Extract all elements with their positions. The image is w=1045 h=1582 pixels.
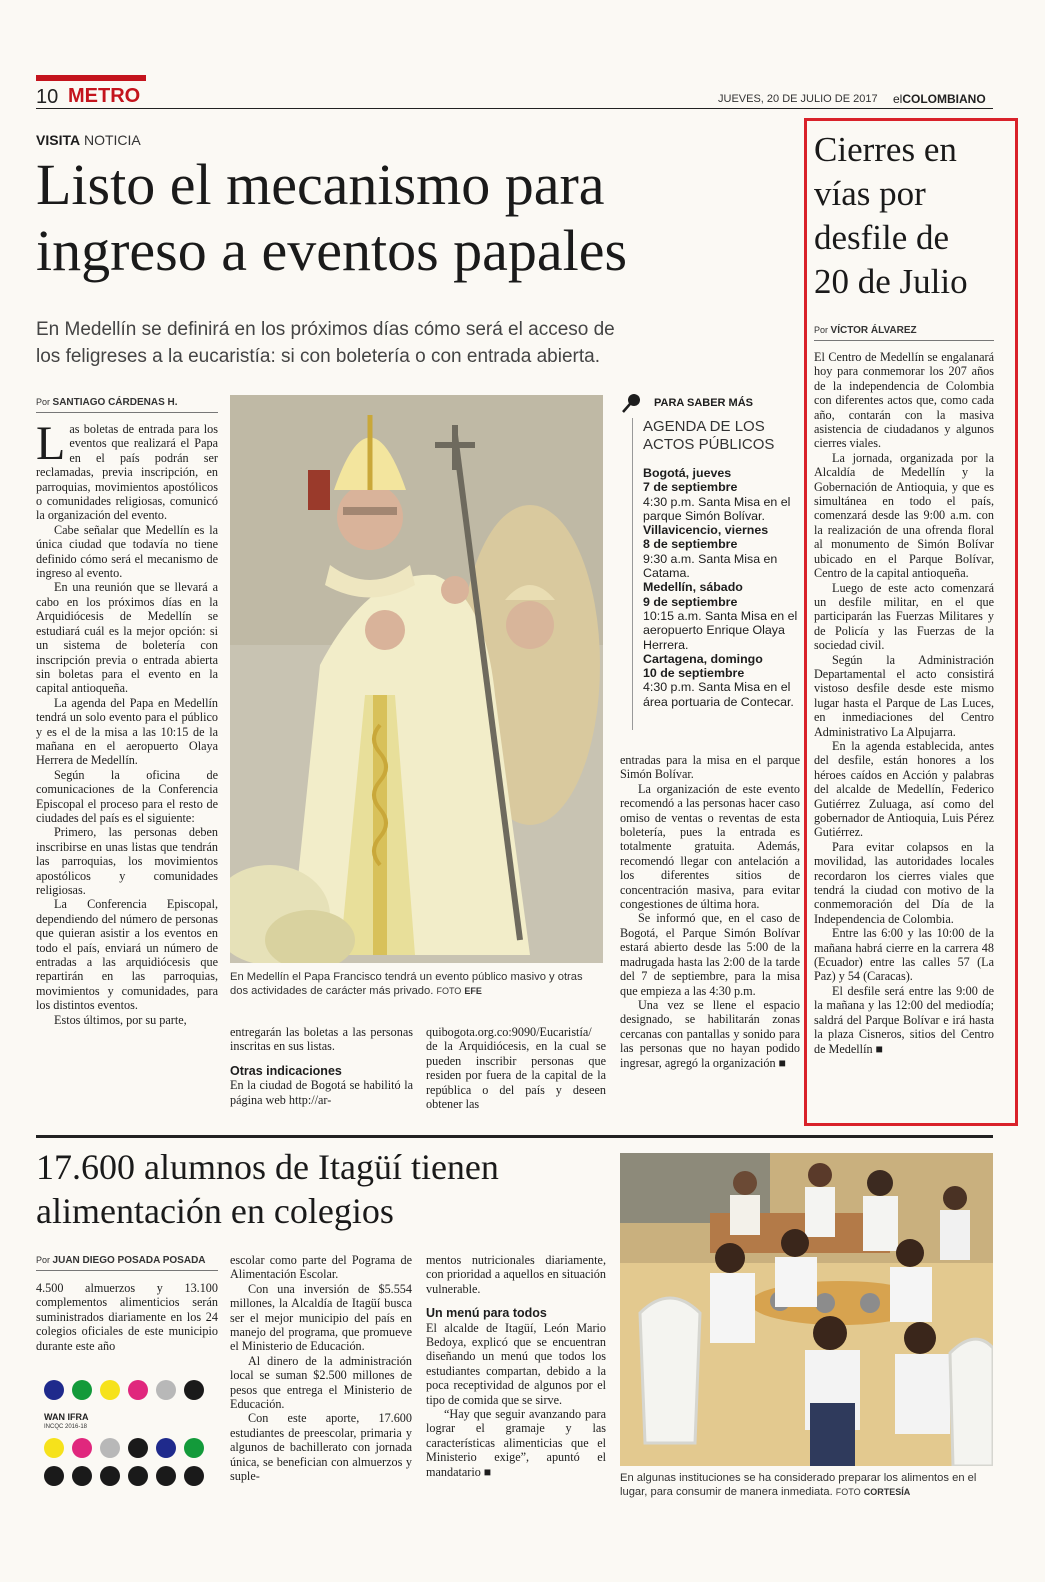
school-illustration bbox=[620, 1153, 993, 1466]
headline-line-1: Listo el mecanismo para bbox=[36, 152, 605, 217]
main-col-1 bbox=[36, 417, 218, 1027]
col1-paragraph: La agenda del Papa en Medellín tendrá un solo evento para el público y es el de la misa a las 10:15 de la mañana en el aeropuerto Olaya Herrera de Medellín. bbox=[36, 695, 218, 768]
color-swatch bbox=[72, 1438, 92, 1458]
school-photo bbox=[620, 1153, 993, 1466]
bottom-col1-paragraph: 4.500 almuerzos y 13.100 complementos alimenticios serán suministrados diariamente en los 24 colegios oficiales de este municipio durante este año bbox=[36, 1281, 218, 1353]
credit-label: FOTO bbox=[436, 986, 462, 996]
right-headline bbox=[814, 128, 968, 304]
color-swatch bbox=[184, 1438, 204, 1458]
color-swatch bbox=[128, 1438, 148, 1458]
bottom-col3-paragraph: El alcalde de Itagüí, León Mario Bedoya, explicó que se encuentran diseñando un menú que todos los estudiantes compartan, debido a la poca receptividad de algunos por el tipo de comida que se sirve. bbox=[426, 1320, 606, 1407]
agenda-date: 7 de septiembre bbox=[643, 480, 738, 495]
main-headline bbox=[36, 152, 627, 284]
color-swatch bbox=[184, 1380, 204, 1400]
color-control-bar bbox=[44, 1380, 214, 1490]
sidebar-rule bbox=[632, 418, 633, 730]
agenda-detail: 4:30 p.m. Santa Misa en el parque Simón Bolívar. bbox=[643, 494, 791, 523]
bottom-headline-line-1: 17.600 alumnos de Itagüí tienen bbox=[36, 1147, 499, 1187]
agenda-city: Bogotá, jueves bbox=[643, 466, 732, 480]
byline-author: SANTIAGO CÁRDENAS H. bbox=[52, 397, 178, 408]
section-label: METRO bbox=[68, 85, 141, 107]
deck-line-1: En Medellín se definirá en los próximos días cómo será el acceso de bbox=[36, 319, 615, 340]
color-swatch bbox=[156, 1438, 176, 1458]
agenda-city: Cartagena, domingo bbox=[643, 651, 763, 666]
wan-ifra-sub: INCQC 2016-18 bbox=[44, 1424, 88, 1430]
school-credit-name: CORTESÍA bbox=[863, 1487, 911, 1497]
bottom-headline bbox=[36, 1145, 499, 1233]
right-paragraph: En la agenda establecida, antes del desfile, están honores a los héroes caídos en Acción y palabras del alcalde de Medellín, Federico Gutiérrez Zuluaga, así como del gobernador de Antioquia, Luis Pérez Gutiérrez. bbox=[814, 738, 994, 840]
bottom-col3-paragraph: “Hay que seguir avanzando para lograr el gramaje y las características alimenticias que el Ministerio exige”, apuntó el mandatario ■ bbox=[426, 1407, 606, 1479]
bottom-subhead: Un menú para todos bbox=[426, 1306, 547, 1321]
bottom-byline-rule bbox=[36, 1270, 218, 1271]
header-bar bbox=[36, 75, 146, 81]
col4-paragraph: entradas para la misa en el parque Simón Bolívar. bbox=[620, 753, 800, 782]
school-caption-text: En algunas instituciones se ha considerado preparar los alimentos en el lugar, para consumir de manera inmediata. bbox=[620, 1472, 977, 1498]
school-credit-label: FOTO bbox=[835, 1487, 861, 1497]
bottom-col-1 bbox=[36, 1281, 218, 1353]
agenda-detail: 4:30 p.m. Santa Misa en el área portuaria de Contecar. bbox=[643, 680, 794, 709]
main-byline bbox=[36, 397, 178, 408]
color-swatch bbox=[156, 1380, 176, 1400]
right-byline-prefix: Por bbox=[814, 325, 829, 335]
color-swatch bbox=[44, 1466, 64, 1486]
col2-paragraph: entregarán las boletas a las personas inscritas en sus listas. bbox=[230, 1025, 413, 1054]
caption-text: En Medellín el Papa Francisco tendrá un evento público masivo y otras dos actividades de carácter más privado. bbox=[230, 971, 583, 997]
right-paragraph: La jornada, organizada por la Alcaldía de Medellín y la Gobernación de Antioquia, y que es simultánea en todo el país, comenzará desde las 9:00 a.m. con la realización de una ofrenda floral al monumento de Simón Bolívar ubicado en el Parque Bolívar, Centro de la capital antioqueña. bbox=[814, 450, 994, 581]
section-separator bbox=[36, 1135, 993, 1138]
kicker-bold: VISITA bbox=[36, 132, 81, 148]
end-mark: ■ bbox=[480, 1464, 492, 1479]
bottom-col2-paragraph: Con este aporte, 17.600 estudiantes de preescolar, primaria y algunos de bachillerato con jornada única, se benefician con almuerzos y suple- bbox=[230, 1411, 412, 1484]
end-mark: ■ bbox=[872, 1041, 883, 1056]
agenda-date: 10 de septiembre bbox=[643, 666, 745, 681]
main-col-3 bbox=[426, 1025, 606, 1111]
col1-paragraph: Primero, las personas deben inscribirse en unas listas que tendrán las parroquias, los movimientos apostólicos y comunidades religiosas. bbox=[36, 825, 218, 897]
end-mark: ■ bbox=[775, 1055, 787, 1070]
pope-photo bbox=[230, 395, 603, 963]
color-swatch bbox=[44, 1380, 64, 1400]
bottom-col2-paragraph: escolar como parte del Pograma de Alimentación Escolar. bbox=[230, 1253, 412, 1282]
credit-name: EFE bbox=[464, 986, 482, 996]
school-photo-caption bbox=[620, 1471, 993, 1499]
wan-ifra-logo: WAN IFRA bbox=[44, 1412, 89, 1422]
right-headline-line: Cierres en bbox=[814, 130, 957, 169]
bottom-byline bbox=[36, 1255, 206, 1266]
color-swatch bbox=[128, 1466, 148, 1486]
brand-name: COLOMBIANO bbox=[902, 92, 986, 106]
deck-line-2: los feligreses a la eucaristía: si con boletería o con entrada abierta. bbox=[36, 346, 600, 367]
bottom-col3-paragraph: mentos nutricionales diariamente, con prioridad a aquellos en situación vulnerable. bbox=[426, 1253, 606, 1296]
main-col-2 bbox=[230, 1025, 413, 1107]
agenda-entry bbox=[643, 523, 801, 580]
sidebar-title-line-1: AGENDA DE LOS bbox=[643, 418, 765, 435]
agenda-list bbox=[643, 466, 801, 709]
right-paragraph: El desfile será entre las 9:00 de la mañana y las 12:00 del mediodía; saldrá del Parque Bolívar e irá hasta la plaza Cisneros, sitios del Centro de Medellín ■ bbox=[814, 983, 994, 1056]
right-byline-author: VÍCTOR ÁLVAREZ bbox=[830, 325, 917, 336]
color-swatch bbox=[72, 1380, 92, 1400]
byline-prefix: Por bbox=[36, 397, 51, 407]
byline-rule bbox=[36, 412, 218, 413]
col4-paragraph: Se informó que, en el caso de Bogotá, el Parque Simón Bolívar estará abierto desde las 5:00 de la madrugada hasta las 2:00 de la tarde del 7 de septiembre, para la misa que empieza a las 4:30 p.m. bbox=[620, 911, 800, 998]
right-article-body bbox=[814, 350, 994, 1056]
col1-paragraph: Estos últimos, por su parte, bbox=[54, 1012, 187, 1027]
bottom-headline-line-2: alimentación en colegios bbox=[36, 1191, 394, 1231]
page-number: 10 bbox=[36, 86, 59, 108]
agenda-city: Villavicencio, viernes bbox=[643, 523, 769, 538]
bottom-col2-paragraph: Al dinero de la administración local se suman $2.500 millones de pesos que entrega el Ministerio de Educación. bbox=[230, 1353, 412, 1412]
right-headline-line: vías por bbox=[814, 174, 926, 213]
agenda-entry bbox=[643, 466, 801, 523]
col1-paragraph: Las boletas de entrada para los eventos que realizará el Papa en el país podrán ser reclamadas, previa inscripción, en parroquias, movimientos apostólicos o comunidades religiosas, comunicó la organización del evento. bbox=[36, 417, 218, 523]
col3-paragraph: quibogota.org.co:9090/Eucaristía/ de la Arquidiócesis, en la cual se pueden inscribir personas que residen por fuera de la capital de la república o del país y deseen obtener las bbox=[426, 1025, 606, 1112]
kicker-light: NOTICIA bbox=[83, 132, 141, 148]
col1-paragraph: Cabe señalar que Medellín es la única ciudad que todavía no tiene definido cómo será el mecanismo de ingreso al evento. bbox=[36, 522, 218, 581]
color-swatch bbox=[100, 1466, 120, 1486]
agenda-date: 8 de septiembre bbox=[643, 537, 738, 552]
color-swatch bbox=[184, 1466, 204, 1486]
headline-line-2: ingreso a eventos papales bbox=[36, 218, 628, 283]
col1-paragraph: Según la oficina de comunicaciones de la Conferencia Episcopal el proceso para el resto de ciudades del país es el siguiente: bbox=[36, 767, 218, 825]
photo-caption bbox=[230, 970, 603, 998]
right-headline-line: desfile de bbox=[814, 218, 950, 257]
color-swatch bbox=[44, 1438, 64, 1458]
bottom-byline-author: JUAN DIEGO POSADA POSADA bbox=[52, 1255, 206, 1266]
bottom-col-3 bbox=[426, 1253, 606, 1479]
agenda-entry bbox=[643, 652, 801, 709]
header-brand bbox=[893, 92, 986, 106]
drop-cap: L bbox=[36, 417, 66, 470]
bottom-byline-prefix: Por bbox=[36, 1255, 51, 1265]
right-paragraph: Para evitar colapsos en la movilidad, las autoridades locales recordaron los cierres viales que tendrá la ciudad con motivo de la conmemoración del Día de la Independencia de Colombia. bbox=[814, 839, 994, 926]
main-deck bbox=[36, 316, 615, 370]
kicker bbox=[36, 132, 141, 148]
color-swatch bbox=[128, 1380, 148, 1400]
brand-prefix: el bbox=[893, 92, 903, 106]
right-paragraph: Luego de este acto comenzará un desfile militar, en el que participarán las Fuerzas Militares y de Policía y las Fuerzas de la sociedad civil. bbox=[814, 580, 994, 653]
right-paragraph: El Centro de Medellín se engalanará hoy para conmemorar los 207 años de la independencia de Colombia con diferentes actos que, como cada año, contarán con la masiva asistencia de ciudadanos y algunos cierres viales. bbox=[814, 350, 994, 451]
col1-paragraph: En una reunión que se llevará a cabo en los próximos días en la Arquidiócesis de Medellín se estudiará cuál es la mejor opción: si un sistema de boletería con inscripción previa o entrada abierta sin boletas para el evento en la capital antioqueña. bbox=[36, 580, 218, 696]
header-date: JUEVES, 20 DE JULIO DE 2017 bbox=[718, 93, 878, 105]
col1-paragraph: La Conferencia Episcopal, dependiendo del número de personas que quieran asistir a los eventos en todo el país, enviará un número de entradas a las arquidiócesis que repartirán en las parroquias, movimientos y comunidades, para los distintos eventos. bbox=[36, 897, 218, 1013]
agenda-entry bbox=[643, 580, 801, 651]
sidebar-title-line-2: ACTOS PÚBLICOS bbox=[643, 436, 775, 453]
col2-subhead: Otras indicaciones bbox=[230, 1063, 342, 1078]
pope-illustration bbox=[230, 395, 603, 963]
color-swatch bbox=[100, 1438, 120, 1458]
bottom-col2-paragraph: Con una inversión de $5.554 millones, la Alcaldía de Itagüí busca ser el mejor municipio del país en manejo del programa, que promueve el Ministerio de Educación. bbox=[230, 1281, 412, 1354]
right-byline bbox=[814, 325, 917, 336]
color-swatch bbox=[156, 1466, 176, 1486]
color-swatch bbox=[100, 1380, 120, 1400]
right-paragraph: Entre las 6:00 y las 10:00 de la mañana habrá cierre en la carrera 48 (Ecuador) entre las calles 57 (La Paz) y 54 (Caracas). bbox=[814, 926, 994, 984]
right-paragraph: Según la Administración Departamental el acto consistirá vistoso desfile desde este mismo lugar hasta el Parque de Las Luces, en inmediaciones del Centro Administrativo La Alpujarra. bbox=[814, 652, 994, 739]
main-col-4 bbox=[620, 753, 800, 1070]
header-rule bbox=[36, 108, 993, 109]
pin-icon bbox=[620, 392, 642, 414]
sidebar-title bbox=[643, 418, 774, 454]
agenda-detail: 9:30 a.m. Santa Misa en Catama. bbox=[643, 551, 778, 581]
agenda-city: Medellín, sábado bbox=[643, 580, 743, 595]
agenda-date: 9 de septiembre bbox=[643, 594, 738, 609]
col4-paragraph: Una vez se llene el espacio designado, se habilitarán zonas cercanas con pantallas y sonido para las personas que no hayan podido ingresar, agregó la organización ■ bbox=[620, 997, 800, 1070]
right-byline-rule bbox=[814, 340, 994, 341]
col4-paragraph: La organización de este evento recomendó a las personas hacer caso omiso de ventas o reventas de esta boletería, pues la entrada es totalmente gratuita. Además, recomendó llegar con antelación a los diferentes sitios de concentración masiva, para evitar congestiones de última hora. bbox=[620, 781, 800, 912]
color-swatch bbox=[72, 1466, 92, 1486]
sidebar-label: PARA SABER MÁS bbox=[654, 397, 754, 409]
agenda-detail: 10:15 a.m. Santa Misa en el aeropuerto Enrique Olaya Herrera. bbox=[643, 608, 798, 652]
bottom-col-2 bbox=[230, 1253, 412, 1484]
col2-paragraph-2: En la ciudad de Bogotá se habilitó la página web http://ar- bbox=[230, 1078, 413, 1107]
right-headline-line: 20 de Julio bbox=[814, 262, 968, 301]
